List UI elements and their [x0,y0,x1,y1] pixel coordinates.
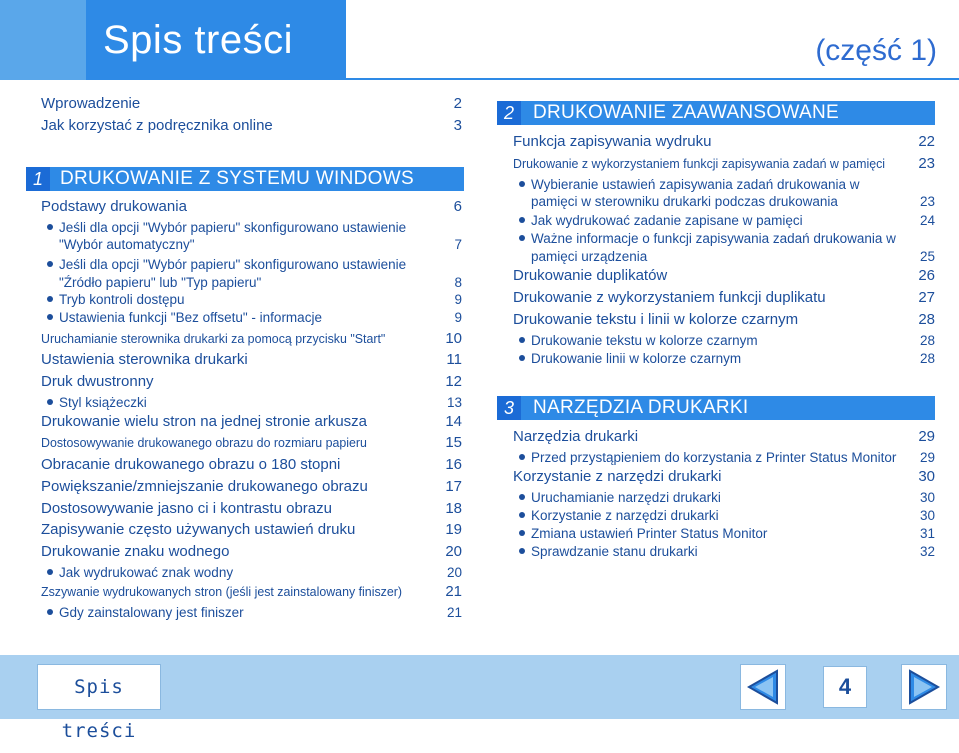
toc-page[interactable]: 29 [919,450,935,465]
toc-page[interactable]: 24 [919,213,935,228]
toc-subentry[interactable]: Drukowanie linii w kolorze czarnym [519,351,741,366]
toc-subentry[interactable]: Gdy zainstalowany jest finiszer [47,605,244,620]
prev-page-button[interactable] [740,664,786,710]
toc-entry[interactable]: Narzędzia drukarki [513,428,639,445]
toc-subentry[interactable]: pamięci w sterowniku drukarki podczas drukowania [531,194,838,209]
part-label: (część 1) [815,34,937,67]
toc-button[interactable]: Spis treści [37,664,161,710]
toc-page[interactable]: 15 [445,434,462,451]
toc-page[interactable]: 28 [918,311,935,328]
toc-subentry[interactable]: Jeśli dla opcji "Wybór papieru" skonfigurowano ustawienie [47,220,406,235]
toc-page[interactable]: 29 [918,428,935,445]
section-number: 3 [497,396,521,420]
toc-entry[interactable]: Korzystanie z narzędzi drukarki [513,468,722,485]
section-number: 1 [26,167,50,191]
toc-subentry[interactable]: Ustawienia funkcji "Bez offsetu" - informacje [47,310,322,325]
toc-subentry[interactable]: Drukowanie tekstu w kolorze czarnym [519,333,758,348]
toc-subentry[interactable]: Tryb kontroli dostępu [47,292,185,307]
toc-entry[interactable]: Powiększanie/zmniejszanie drukowanego obrazu [41,478,368,495]
toc-entry[interactable]: Druk dwustronny [41,373,154,390]
toc-page[interactable]: 26 [918,267,935,284]
page-number: 4 [823,666,867,708]
toc-subentry[interactable]: Zmiana ustawień Printer Status Monitor [519,526,767,541]
toc-page[interactable]: 10 [445,330,462,347]
toc-page[interactable]: 2 [453,95,462,112]
toc-page[interactable]: 9 [454,310,462,325]
section-header-1[interactable] [26,167,464,191]
section-title: DRUKOWANIE ZAAWANSOWANE [533,102,839,123]
toc-entry[interactable]: Ustawienia sterownika drukarki [41,351,248,368]
toc-subentry[interactable]: Ważne informacje o funkcji zapisywania zadań drukowania w [519,231,896,246]
toc-page[interactable]: 25 [919,249,935,264]
toc-subentry[interactable]: Styl książeczki [47,395,147,410]
toc-subentry[interactable]: Jeśli dla opcji "Wybór papieru" skonfigurowano ustawienie [47,257,406,272]
toc-page[interactable]: 12 [445,373,462,390]
toc-page[interactable]: 14 [445,413,462,430]
header-accent [0,0,86,80]
toc-page[interactable]: 17 [445,478,462,495]
toc-page[interactable]: 23 [919,194,935,209]
toc-page[interactable]: 19 [445,521,462,538]
toc-page[interactable]: 3 [453,117,462,134]
toc-page[interactable]: 8 [454,275,462,290]
toc-entry[interactable]: Zszywanie wydrukowanych stron (jeśli jest zainstalowany finiszer) [41,584,403,599]
toc-page[interactable]: 18 [445,500,462,517]
toc-entry[interactable]: Dostosowywanie drukowanego obrazu do rozmiaru papieru [41,435,367,450]
toc-page[interactable]: 28 [919,333,935,348]
toc-entry[interactable]: Uruchamianie sterownika drukarki za pomocą przycisku "Start" [41,331,386,346]
toc-page[interactable]: 27 [918,289,935,306]
toc-entry[interactable]: Obracanie drukowanego obrazu o 180 stopni [41,456,341,473]
toc-page[interactable]: 11 [446,351,462,368]
toc-page[interactable]: 31 [919,526,935,541]
toc-page[interactable]: 20 [445,543,462,560]
section-header-2[interactable] [497,101,935,125]
toc-subentry[interactable]: Jak wydrukować znak wodny [47,565,233,580]
toc-entry[interactable]: Dostosowywanie jasno ci i kontrastu obrazu [41,500,332,517]
toc-page[interactable]: 9 [454,292,462,307]
toc-subentry[interactable]: Wybieranie ustawień zapisywania zadań drukowania w [519,177,860,192]
toc-subentry[interactable]: "Wybór automatyczny" [59,237,195,252]
toc-page[interactable]: 7 [454,237,462,252]
toc-page[interactable]: 23 [918,155,935,172]
toc-entry[interactable]: Drukowanie z wykorzystaniem funkcji duplikatu [513,289,826,306]
toc-page[interactable]: 28 [919,351,935,366]
section-header-3[interactable] [497,396,935,420]
toc-subentry[interactable]: Przed przystąpieniem do korzystania z Printer Status Monitor [519,450,896,465]
toc-subentry[interactable]: Sprawdzanie stanu drukarki [519,544,698,559]
header-rule [86,78,959,80]
toc-entry[interactable]: Drukowanie tekstu i linii w kolorze czarnym [513,311,799,328]
toc-entry[interactable]: Funkcja zapisywania wydruku [513,133,712,150]
next-page-button[interactable] [901,664,947,710]
toc-page[interactable]: 32 [919,544,935,559]
toc-entry[interactable]: Drukowanie duplikatów [513,267,668,284]
toc-entry[interactable]: Drukowanie z wykorzystaniem funkcji zapisywania zadań w pamięci [513,156,886,171]
toc-entry[interactable]: Podstawy drukowania [41,198,187,215]
toc-entry[interactable]: Wprowadzenie [41,95,141,112]
section-title: DRUKOWANIE Z SYSTEMU WINDOWS [60,168,414,189]
section-title: NARZĘDZIA DRUKARKI [533,397,749,418]
toc-subentry[interactable]: pamięci urządzenia [531,249,648,264]
arrow-right-icon [902,665,946,709]
toc-page[interactable]: 30 [918,468,935,485]
toc-subentry[interactable]: Jak wydrukować zadanie zapisane w pamięci [519,213,803,228]
toc-page[interactable]: 30 [919,490,935,505]
toc-page[interactable]: 30 [919,508,935,523]
toc-page[interactable]: 13 [446,395,462,410]
toc-subentry[interactable]: "Źródło papieru" lub "Typ papieru" [59,275,262,290]
toc-entry[interactable]: Drukowanie znaku wodnego [41,543,230,560]
toc-page[interactable]: 16 [445,456,462,473]
toc-entry[interactable]: Jak korzystać z podręcznika online [41,117,273,134]
toc-page[interactable]: 6 [453,198,462,215]
toc-entry[interactable]: Zapisywanie często używanych ustawień druku [41,521,356,538]
toc-page[interactable]: 21 [445,583,462,600]
toc-subentry[interactable]: Uruchamianie narzędzi drukarki [519,490,721,505]
toc-page[interactable]: 22 [918,133,935,150]
section-number: 2 [497,101,521,125]
toc-entry[interactable]: Drukowanie wielu stron na jednej stronie arkusza [41,413,368,430]
page-title: Spis treści [103,18,293,62]
arrow-left-icon [741,665,785,709]
toc-subentry[interactable]: Korzystanie z narzędzi drukarki [519,508,719,523]
toc-page[interactable]: 20 [446,565,462,580]
toc-page[interactable]: 21 [446,605,462,620]
